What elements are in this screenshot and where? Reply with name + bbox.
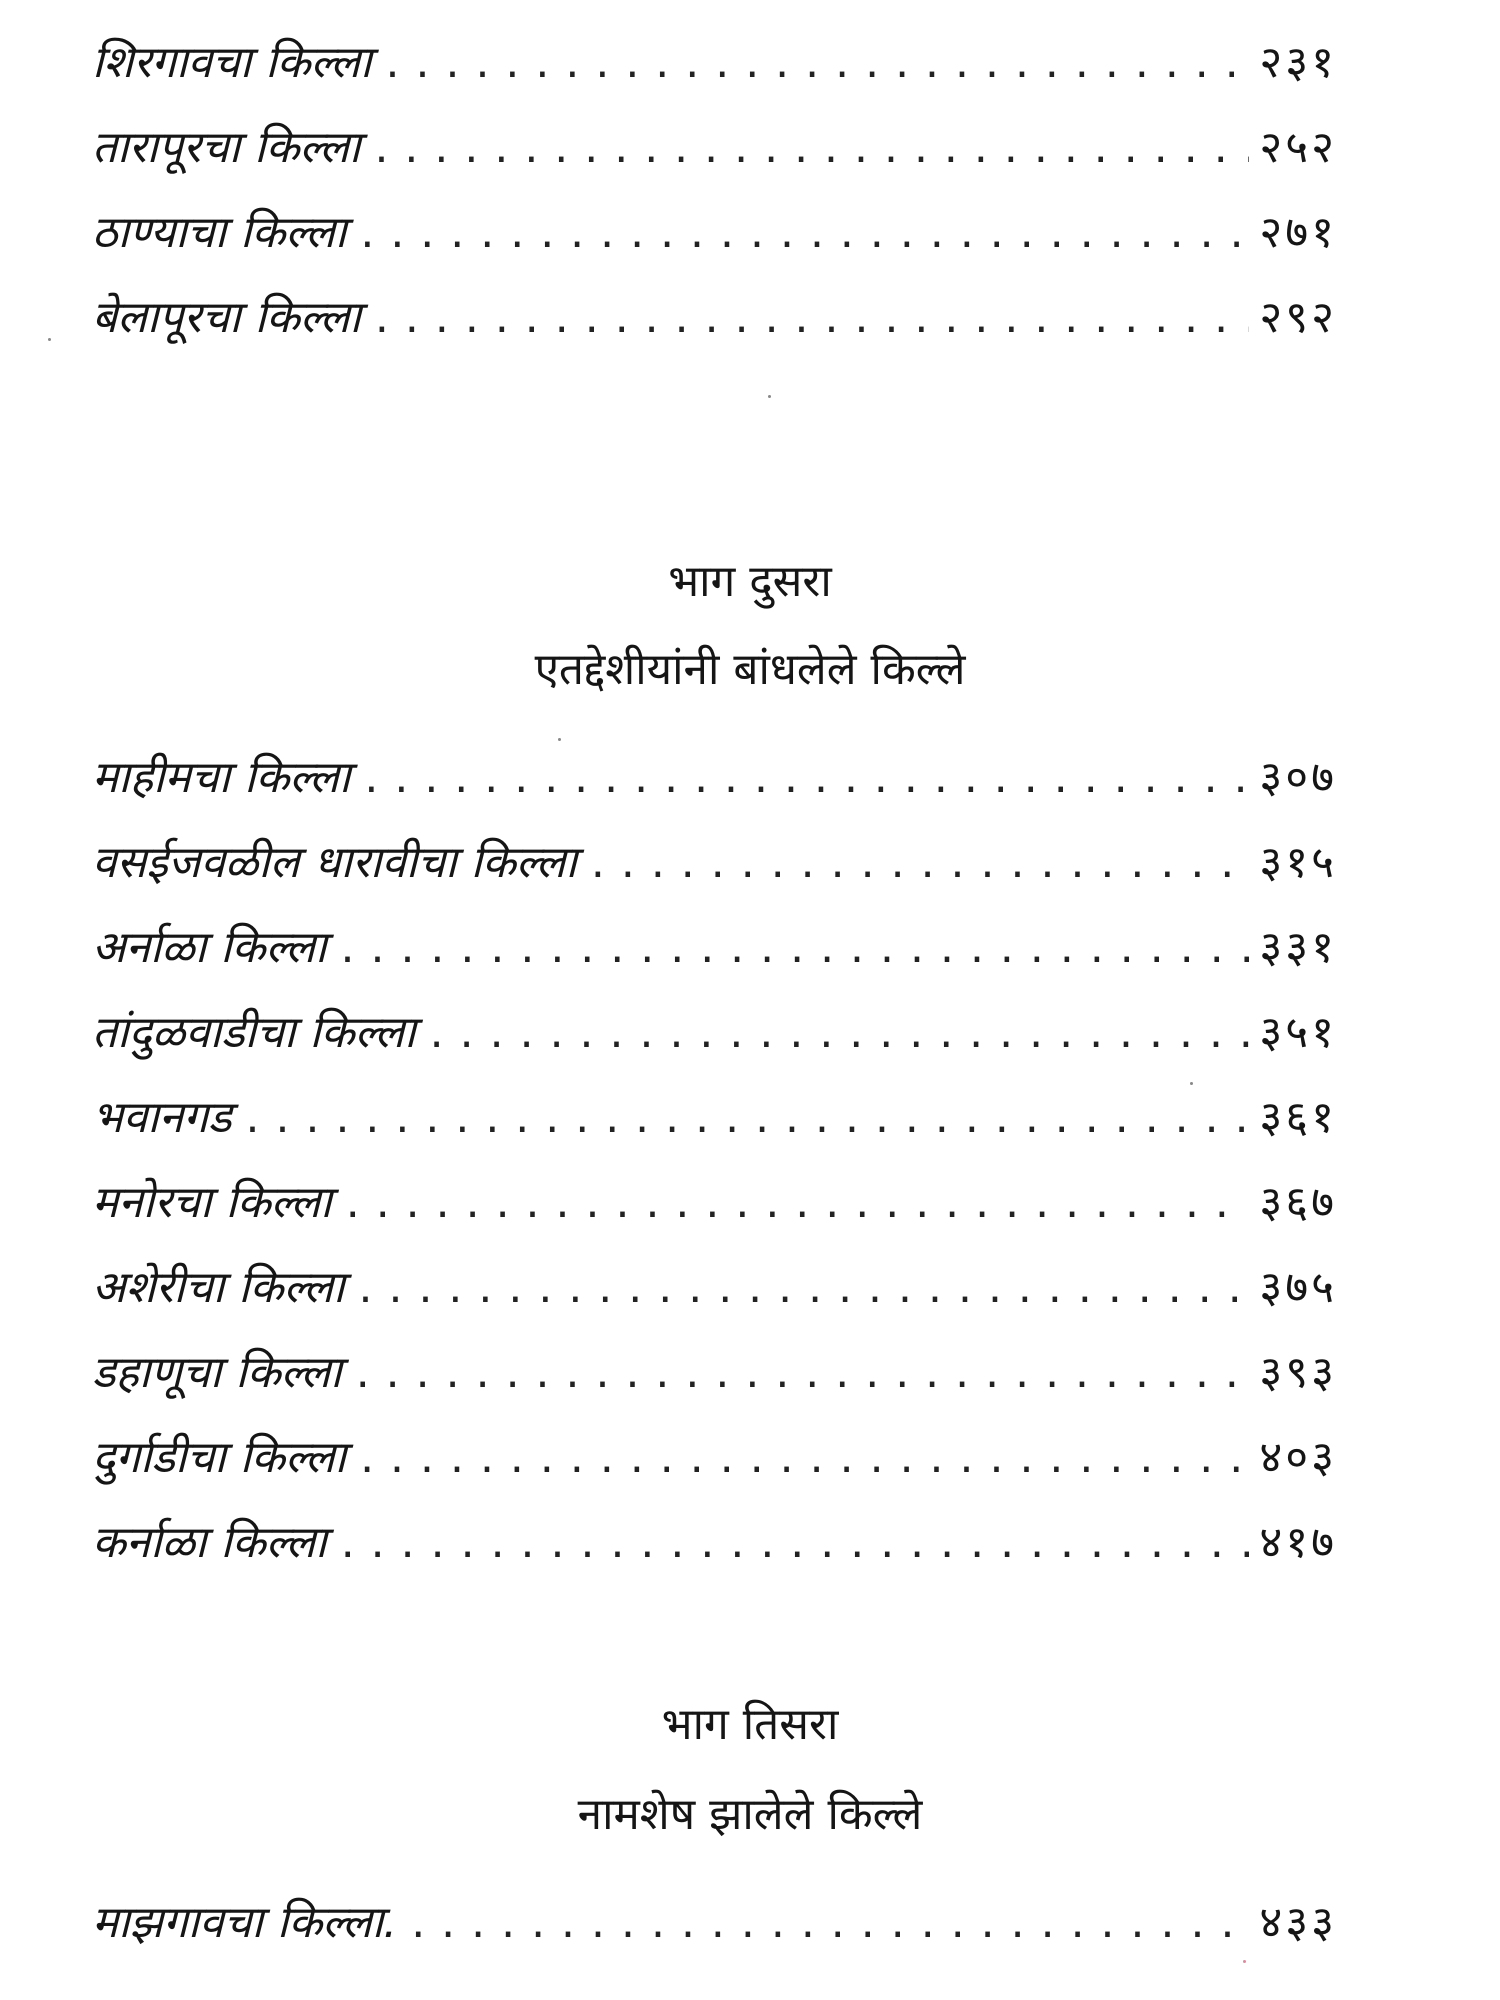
- entry-page-number: ३१५: [1259, 837, 1337, 888]
- part-two-heading: भाग दुसरा: [668, 556, 832, 607]
- entry-title: माझगावचा किल्ला.: [92, 1897, 398, 1948]
- scan-speck: [768, 395, 771, 398]
- scan-speck: [1190, 1082, 1193, 1085]
- entry-page-number: ३५१: [1259, 1007, 1337, 1058]
- toc-entry[interactable]: [92, 1338, 1337, 1408]
- dot-leader: [360, 198, 1249, 268]
- entry-title: ठाण्याचा किल्ला: [92, 207, 347, 258]
- dot-leader: [374, 113, 1249, 183]
- entry-page-number: ३६७: [1259, 1177, 1337, 1228]
- part-three-heading: भाग तिसरा: [661, 1699, 839, 1750]
- scan-speck: [1243, 1960, 1246, 1963]
- toc-entry[interactable]: [92, 1423, 1337, 1493]
- entry-title: तारापूरचा किल्ला: [92, 122, 361, 173]
- entry-page-number: २३१: [1259, 37, 1337, 88]
- entry-title: वसईजवळील धारावीचा किल्ला: [92, 837, 577, 888]
- toc-entry[interactable]: [92, 1168, 1337, 1238]
- entry-title: कर्नाळा किल्ला: [92, 1517, 327, 1568]
- dot-leader: [360, 1423, 1249, 1493]
- entry-page-number: ४१७: [1259, 1517, 1337, 1568]
- scan-speck: [48, 338, 51, 341]
- dot-leader: [411, 1888, 1249, 1958]
- entry-title: बेलापूरचा किल्ला: [92, 292, 361, 343]
- entry-page-number: ३६१: [1259, 1092, 1337, 1143]
- entry-page-number: ३९३: [1259, 1347, 1337, 1398]
- dot-leader: [356, 1338, 1250, 1408]
- dot-leader: [341, 913, 1250, 983]
- dot-leader: [246, 1083, 1250, 1153]
- entry-title: दुर्गाडीचा किल्ला: [92, 1432, 347, 1483]
- dot-leader: [375, 283, 1249, 353]
- toc-entry[interactable]: [92, 28, 1337, 98]
- toc-entry[interactable]: [92, 743, 1337, 813]
- entry-page-number: ४०३: [1259, 1432, 1337, 1483]
- toc-entry[interactable]: [92, 1508, 1337, 1578]
- entry-page-number: ३०७: [1259, 752, 1337, 803]
- entry-page-number: ३७५: [1259, 1262, 1337, 1313]
- dot-leader: [359, 1253, 1250, 1323]
- toc-entry[interactable]: [92, 998, 1337, 1068]
- toc-entry[interactable]: [92, 1083, 1337, 1153]
- toc-entry[interactable]: [92, 198, 1337, 268]
- entry-title: भवानगड: [92, 1092, 232, 1143]
- toc-entry[interactable]: [92, 283, 1337, 353]
- entry-title: शिरगावचा किल्ला: [92, 37, 372, 88]
- entry-title: अर्नाळा किल्ला: [92, 922, 327, 973]
- dot-leader: [364, 743, 1249, 813]
- toc-entry[interactable]: [92, 1253, 1337, 1323]
- entry-title: डहाणूचा किल्ला: [92, 1347, 342, 1398]
- toc-entry[interactable]: [92, 913, 1337, 983]
- dot-leader: [341, 1508, 1250, 1578]
- dot-leader: [386, 28, 1250, 98]
- entry-page-number: २७१: [1259, 207, 1337, 258]
- scan-speck: [558, 738, 561, 741]
- entry-page-number: २९२: [1259, 292, 1337, 343]
- toc-entry[interactable]: [92, 113, 1337, 183]
- entry-page-number: २५२: [1259, 122, 1337, 173]
- part-three-subheading: नामशेष झालेले किल्ले: [577, 1789, 923, 1840]
- entry-title: तांदुळवाडीचा किल्ला: [92, 1007, 416, 1058]
- dot-leader: [591, 828, 1249, 898]
- entry-page-number: ४३३: [1259, 1897, 1337, 1948]
- toc-entry[interactable]: [92, 1888, 1337, 1958]
- part-two-subheading: एतद्देशीयांनी बांधलेले किल्ले: [534, 644, 966, 695]
- entry-page-number: ३३१: [1259, 922, 1337, 973]
- toc-entry[interactable]: [92, 828, 1337, 898]
- dot-leader: [346, 1168, 1250, 1238]
- entry-title: अशेरीचा किल्ला: [92, 1262, 345, 1313]
- dot-leader: [430, 998, 1250, 1068]
- entry-title: माहीमचा किल्ला: [92, 752, 351, 803]
- entry-title: मनोरचा किल्ला: [92, 1177, 332, 1228]
